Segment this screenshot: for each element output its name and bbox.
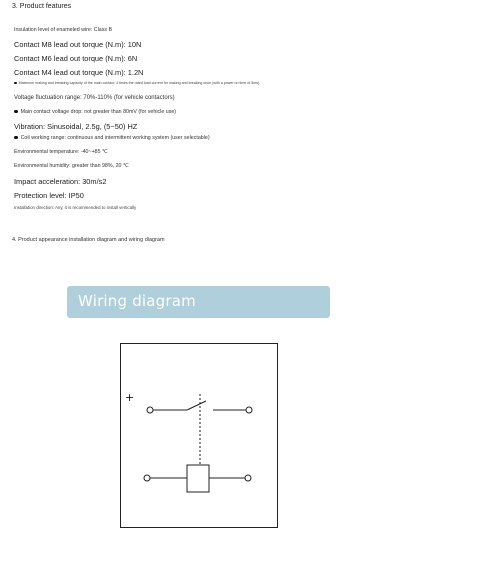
- switch-blade: [187, 401, 206, 410]
- m8-torque-text: Contact M8 lead out torque (N.m): 10N: [14, 40, 142, 49]
- m6-torque-text: Contact M6 lead out torque (N.m): 6N: [14, 54, 138, 63]
- humidity-text: Environmental humidity: greater than 98%, 20 ℃: [14, 163, 129, 169]
- m4-torque-text: Contact M4 lead out torque (N.m): 1.2N: [14, 68, 144, 77]
- making-capacity-text: Maximum making and breaking capacity of the main contact: 4 times the rated load current for making and breaking once (with a power on time of 5ms): [18, 81, 260, 85]
- right-contact-terminal: [246, 407, 252, 413]
- vibration-text: Vibration: Sinusoidal, 2.5g, (5~50) HZ: [14, 122, 138, 131]
- installation-direction-text: Installation direction: Any, it is recommended to install vertically: [14, 205, 137, 210]
- coil-working-text: Coil working range: continuous and intermittent working system (user selectable): [20, 135, 210, 141]
- protection-level-text: Protection level: IP50: [14, 191, 84, 200]
- insulation-level-text: Insulation level of enameled wire: Class B: [14, 27, 113, 33]
- voltage-fluctuation-text: Voltage fluctuation range: 70%-110% (for vehicle contactors): [14, 95, 175, 101]
- right-coil-terminal: [245, 475, 251, 481]
- section-3-title: 3. Product features: [12, 3, 72, 10]
- coil-box: [187, 465, 209, 492]
- positive-terminal-label: +: [125, 391, 135, 404]
- section-4-title: 4. Product appearance installation diagram and wiring diagram: [12, 237, 165, 243]
- impact-acceleration-text: Impact acceleration: 30m/s2: [14, 177, 107, 186]
- voltage-drop-text: Main contact voltage drop: not greater than 80mV (for vehicle use): [20, 109, 177, 115]
- left-contact-terminal: [147, 407, 153, 413]
- wiring-diagram-label: Wiring diagram: [78, 292, 196, 310]
- temperature-text: Environmental temperature: -40~+85 ℃: [14, 149, 108, 155]
- left-coil-terminal: [144, 475, 150, 481]
